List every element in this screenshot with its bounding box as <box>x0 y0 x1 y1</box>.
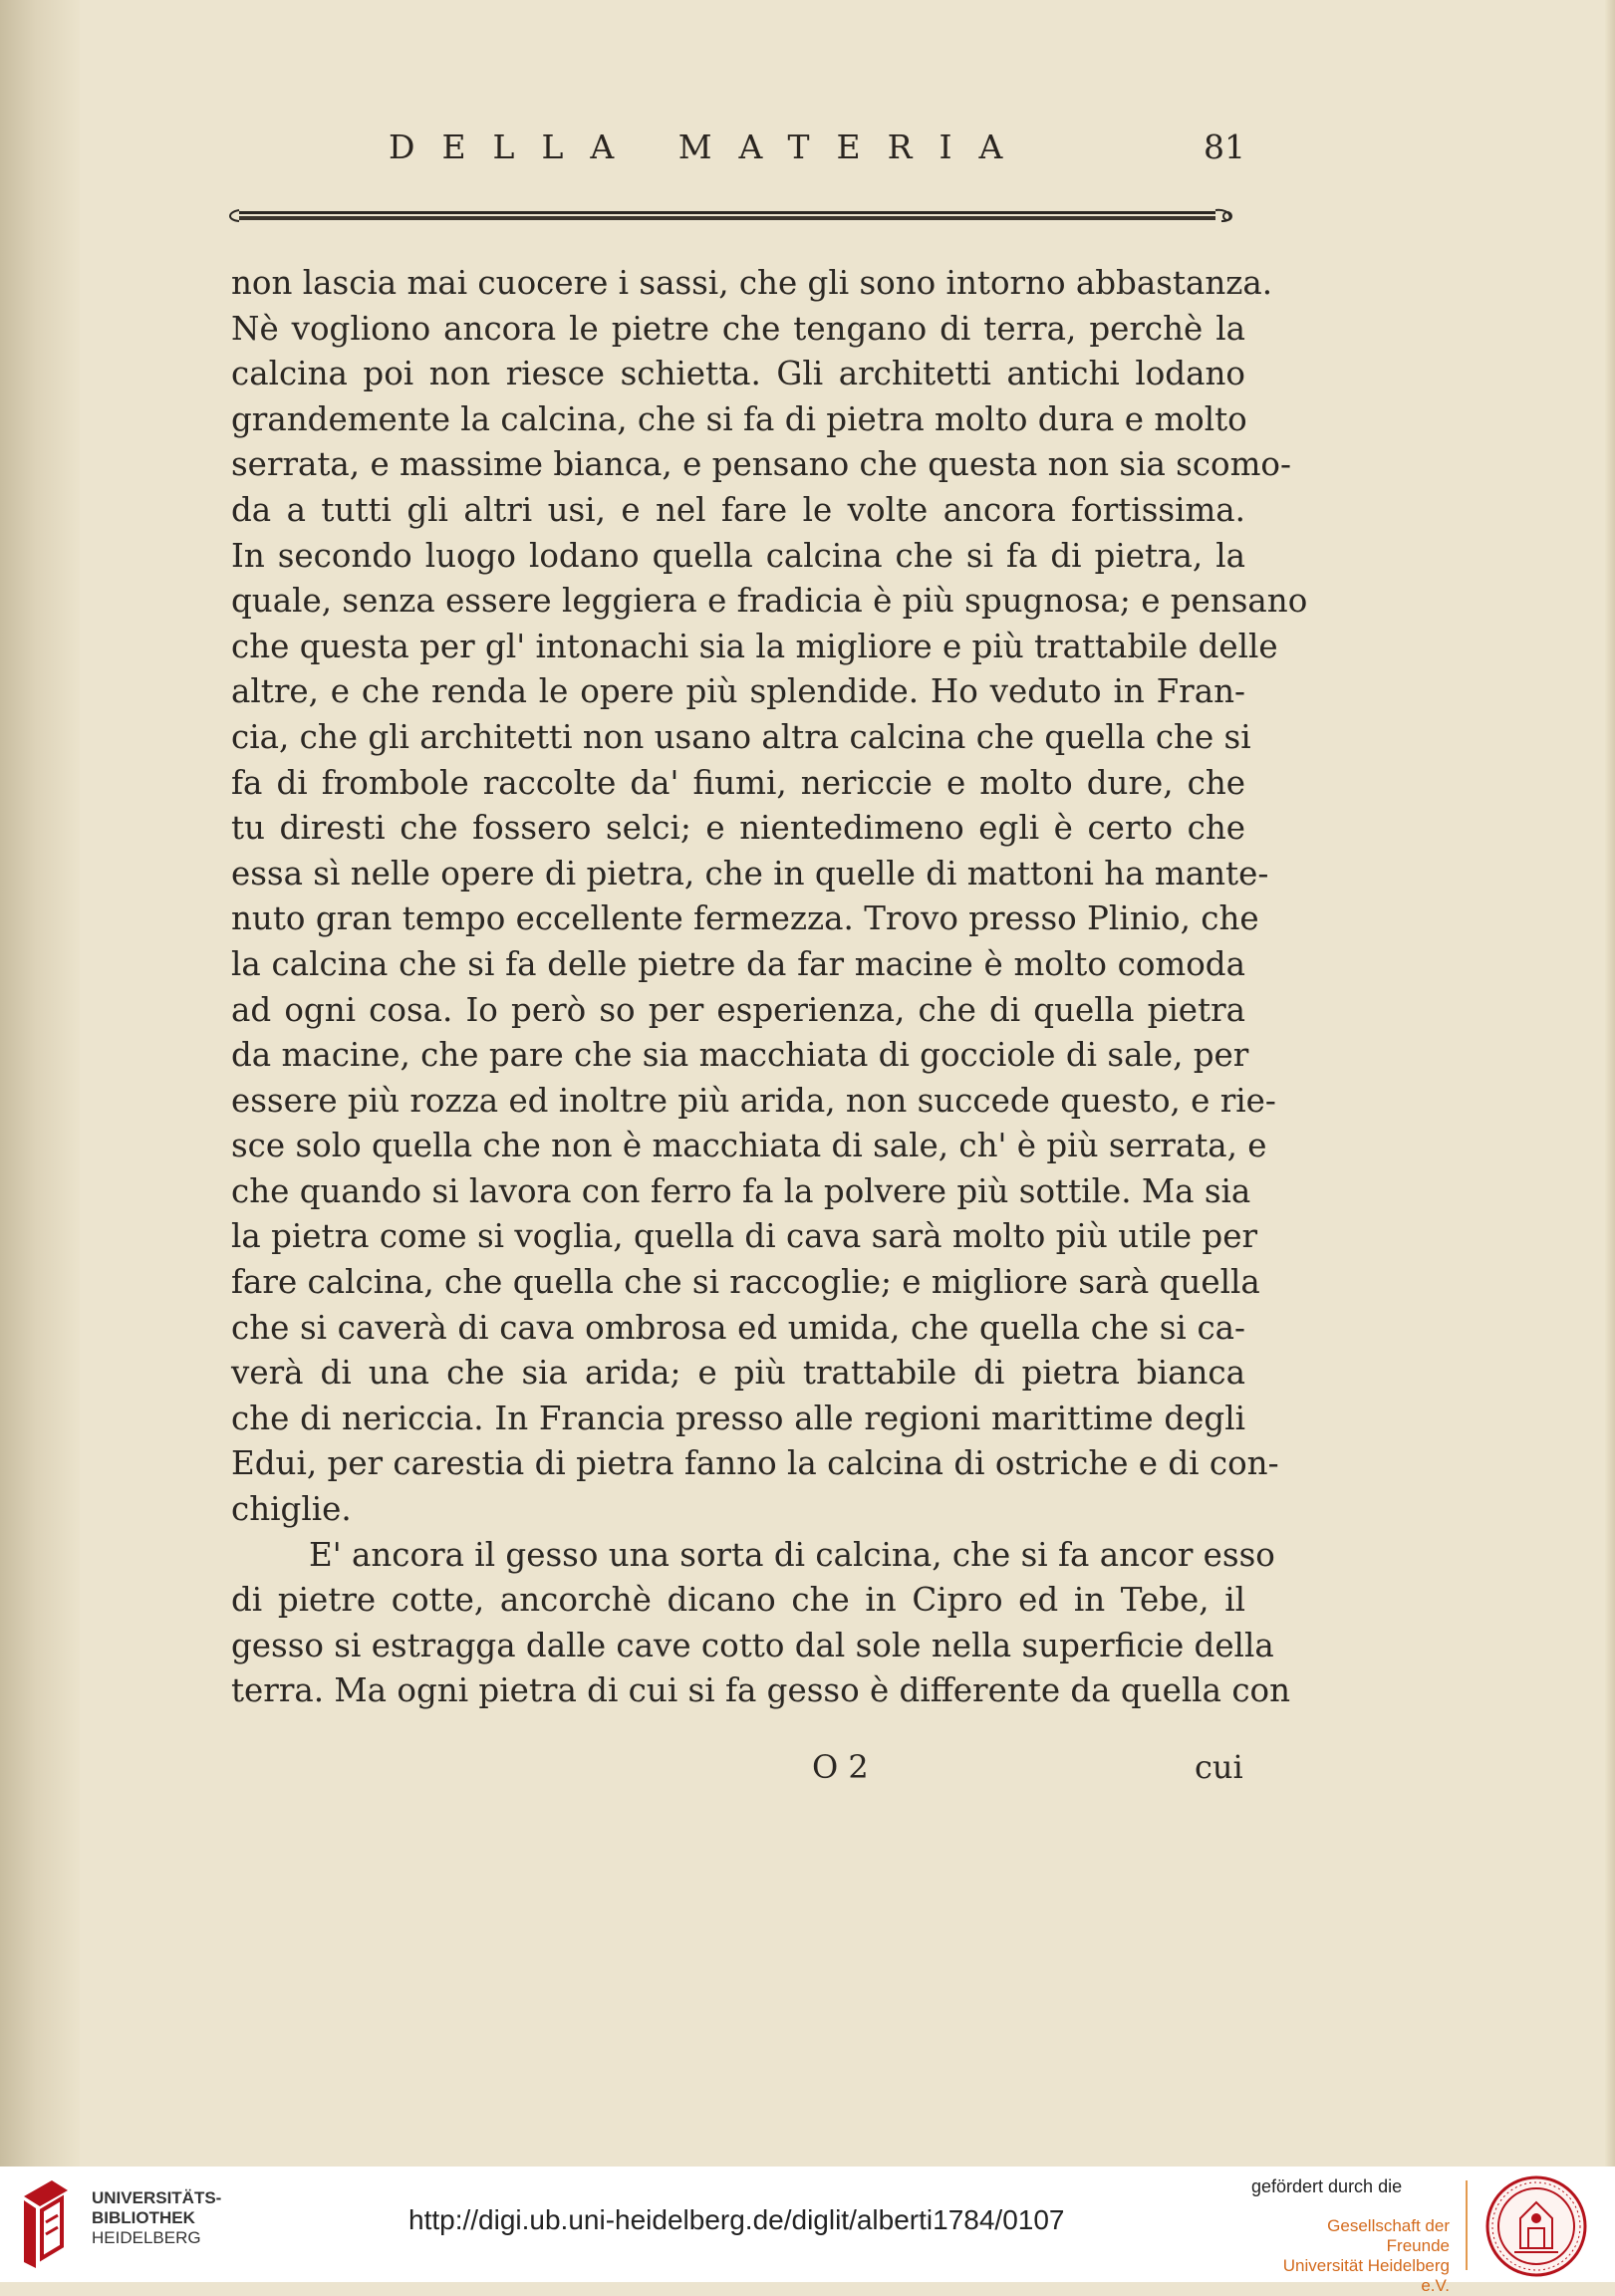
text-line: In secondo luogo lodano quella calcina che si fa di pietra, la <box>231 536 1245 575</box>
text-line: che di nericcia. In Francia presso alle regioni marittime degli <box>231 1399 1245 1437</box>
text-line: fa di frombole raccolte da' fiumi, nericcie e molto dure, che <box>231 763 1245 802</box>
library-name-line: HEIDELBERG <box>92 2228 201 2247</box>
text-line: essa sì nelle opere di pietra, che in quelle di mattoni ha mante- <box>231 854 1269 893</box>
page-number: 81 <box>1204 128 1245 166</box>
university-library-logo-icon[interactable] <box>16 2176 76 2271</box>
text-line: serrata, e massime bianca, e pensano che questa non sia scomo- <box>231 445 1291 484</box>
text-line: gesso si estragga dalle cave cotto dal sole nella superficie della <box>231 1626 1274 1664</box>
footer-divider <box>1466 2180 1468 2270</box>
text-line: grandemente la calcina, che si fa di pietra molto dura e molto <box>231 399 1247 438</box>
text-line: la pietra come si voglia, quella di cava sarà molto più utile per <box>231 1217 1258 1256</box>
society-name-line: Universität Heidelberg e.V. <box>1282 2256 1450 2295</box>
text-line: cia, che gli architetti non usano altra calcina che quella che si <box>231 717 1251 756</box>
ornamental-rule <box>225 206 1237 226</box>
text-line: fare calcina, che quella che si raccoglie; e migliore sarà quella <box>231 1263 1260 1302</box>
text-line: da a tutti gli altri usi, e nel fare le volte ancora fortissima. <box>231 490 1245 529</box>
text-line: Edui, per carestia di pietra fanno la calcina di ostriche e di con- <box>231 1444 1279 1483</box>
text-line: che si caverà di cava ombrosa ed umida, che quella che si ca- <box>231 1308 1245 1347</box>
text-line: E' ancora il gesso una sorta di calcina, che si fa ancor esso <box>309 1535 1275 1574</box>
signature-mark: O 2 <box>812 1748 869 1786</box>
body-text <box>231 261 1308 1714</box>
text-line: di pietre cotte, ancorchè dicano che in Cipro ed in Tebe, il <box>231 1581 1245 1620</box>
text-line: sce solo quella che non è macchiata di sale, ch' è più serrata, e <box>231 1127 1267 1165</box>
text-line: essere più rozza ed inoltre più arida, non succede questo, e rie- <box>231 1081 1276 1120</box>
text-line: terra. Ma ogni pietra di cui si fa gesso è differente da quella con <box>231 1671 1291 1710</box>
text-line: da macine, che pare che sia macchiata di gocciole di sale, per <box>231 1036 1249 1075</box>
society-name <box>1260 2216 1450 2296</box>
text-line: non lascia mai cuocere i sassi, che gli sono intorno abbastanza. <box>231 264 1273 302</box>
running-head: DELLA MATERIA <box>389 128 1030 166</box>
text-line: ad ogni cosa. Io però so per esperienza, che di quella pietra <box>231 990 1245 1029</box>
university-library-name <box>92 2188 221 2248</box>
text-line: verà di una che sia arida; e più trattabile di pietra bianca <box>231 1354 1245 1393</box>
text-line: la calcina che si fa delle pietre da far macine è molto comoda <box>231 944 1245 983</box>
permalink-url[interactable]: http://digi.ub.uni-heidelberg.de/diglit/alberti1784/0107 <box>408 2204 1065 2235</box>
text-line: Nè vogliono ancora le pietre che tengano di terra, perchè la <box>231 309 1245 348</box>
text-line: chiglie. <box>231 1490 352 1529</box>
text-line: quale, senza essere leggiera e fradicia è più spugnosa; e pensano <box>231 582 1308 621</box>
catchword: cui <box>1195 1748 1243 1786</box>
library-name-line: UNIVERSITÄTS- <box>92 2188 222 2207</box>
text-line: che quando si lavora con ferro fa la polvere più sottile. Ma sia <box>231 1171 1251 1210</box>
society-name-line: Gesellschaft der Freunde <box>1327 2216 1450 2255</box>
text-line: tu diresti che fossero selci; e nientedimeno egli è certo che <box>231 809 1245 848</box>
funding-label: gefördert durch die <box>1251 2176 1403 2196</box>
text-line: calcina poi non riesce schietta. Gli architetti antichi lodano <box>231 355 1245 393</box>
text-line: nuto gran tempo eccellente fermezza. Trovo presso Plinio, che <box>231 899 1259 938</box>
library-name-line: BIBLIOTHEK <box>92 2208 195 2227</box>
text-line: altre, e che renda le opere più splendide. Ho veduto in Fran- <box>231 672 1245 711</box>
footer-bar <box>0 2167 1615 2295</box>
university-seal-icon[interactable] <box>1484 2174 1588 2278</box>
text-line: che questa per gl' intonachi sia la migliore e più trattabile delle <box>231 627 1278 665</box>
